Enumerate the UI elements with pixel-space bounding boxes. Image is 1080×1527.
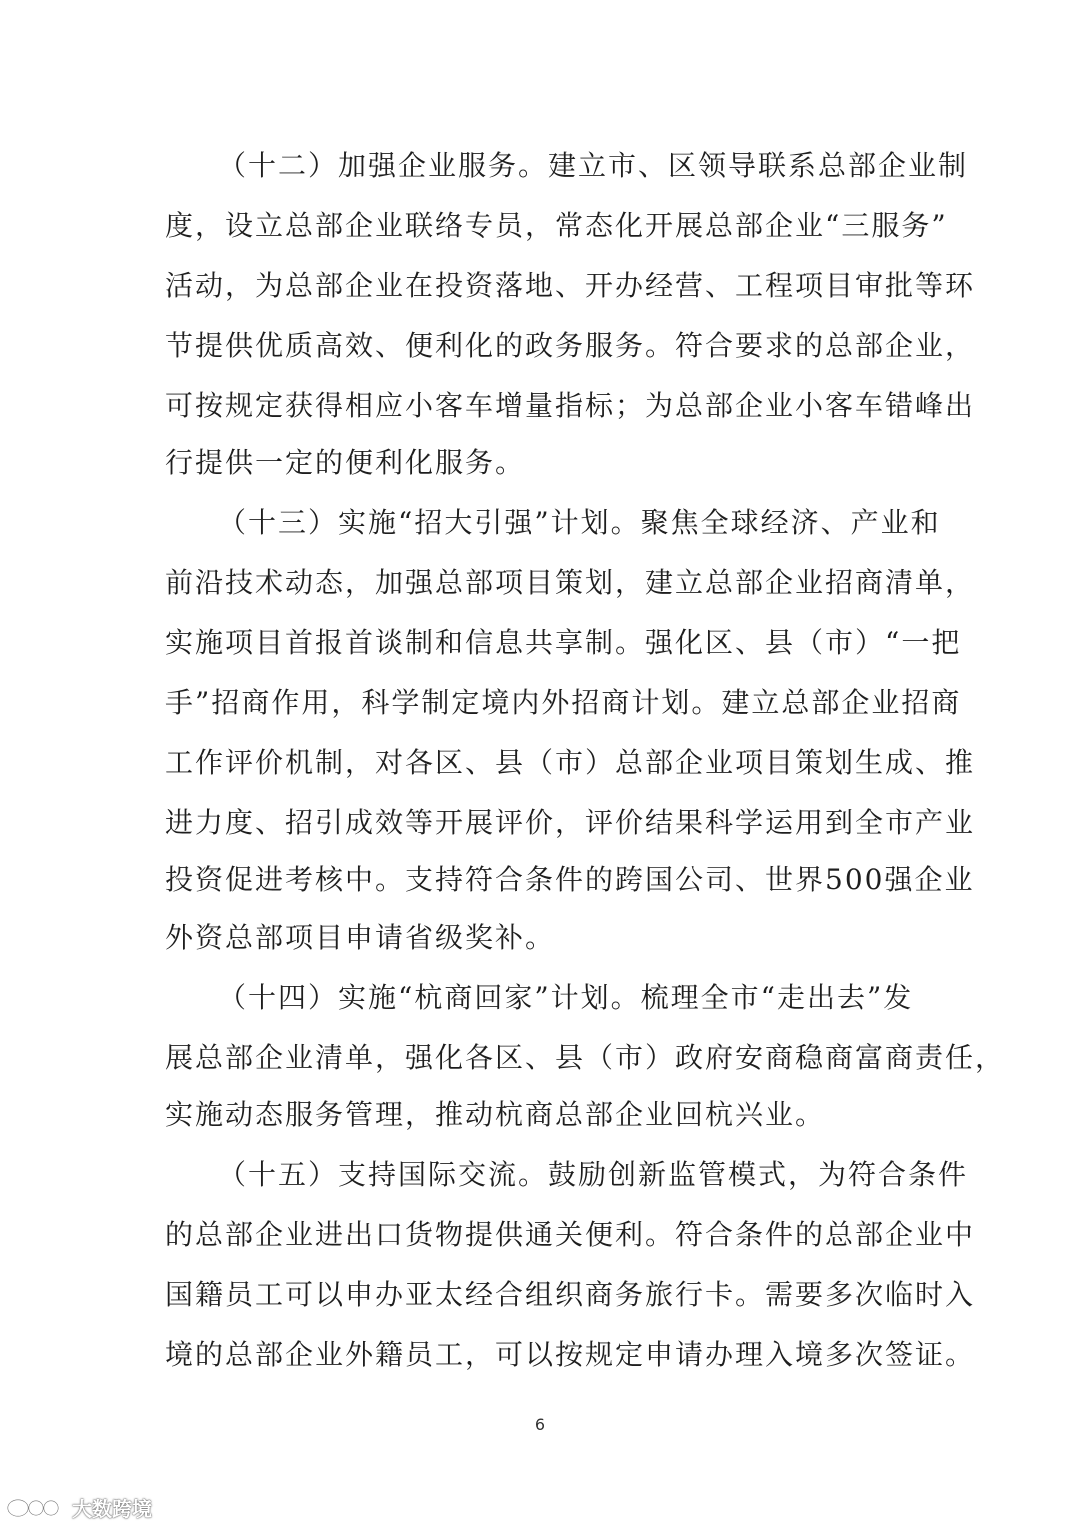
paragraph-12-line-1: （十二）加强企业服务。建立市、区领导联系总部企业制 [218,149,969,182]
paragraph-15-line-4: 境的总部企业外籍员工，可以按规定申请办理入境多次签证。 [165,1338,976,1371]
paragraph-12-line-3: 活动，为总部企业在投资落地、开办经营、工程项目审批等环 [165,269,976,302]
paragraph-15-line-3: 国籍员工可以申办亚太经合组织商务旅行卡。需要多次临时入 [165,1278,976,1311]
watermark [6,1492,152,1522]
paragraph-13-line-1: （十三）实施“招大引强”计划。聚焦全球经济、产业和 [218,506,941,539]
paragraph-14-line-2: 展总部企业清单，强化各区、县（市）政府安商稳商富商责任， [165,1041,1006,1074]
paragraph-13-line-5: 工作评价机制，对各区、县（市）总部企业项目策划生成、推 [165,746,976,779]
page-number: 6 [534,1415,546,1434]
paragraph-15-line-1: （十五）支持国际交流。鼓励创新监管模式，为符合条件 [218,1158,969,1191]
paragraph-13-line-7: 投资促进考核中。支持符合条件的跨国公司、世界500强企业 [165,863,975,896]
paragraph-12-line-2: 度，设立总部企业联络专员，常态化开展总部企业“三服务” [165,209,948,242]
watermark-text: 大数跨境 [72,1496,152,1521]
paragraph-13-line-8: 外资总部项目申请省级奖补。 [165,921,556,954]
paragraph-13-line-2: 前沿技术动态，加强总部项目策划，建立总部企业招商清单， [165,566,976,599]
paragraph-13-line-4: 手”招商作用，科学制定境内外招商计划。建立总部企业招商 [165,686,962,719]
paragraph-14-line-3: 实施动态服务管理，推动杭商总部企业回杭兴业。 [165,1098,826,1131]
paragraph-15-line-2: 的总部企业进出口货物提供通关便利。符合条件的总部企业中 [165,1218,976,1251]
paragraph-12-line-4: 节提供优质高效、便利化的政务服务。符合要求的总部企业， [165,329,976,362]
paragraph-13-line-3: 实施项目首报首谈制和信息共享制。强化区、县（市）“一把 [165,626,962,659]
paragraph-14-line-1: （十四）实施“杭商回家”计划。梳理全市“走出去”发 [218,981,914,1014]
paragraph-12-line-5: 可按规定获得相应小客车增量指标；为总部企业小客车错峰出 [165,389,976,422]
paragraph-12-line-6: 行提供一定的便利化服务。 [165,446,526,479]
paragraph-13-line-6: 进力度、招引成效等开展评价，评价结果科学运用到全市产业 [165,806,976,839]
weibo-style-logo-icon [6,1495,66,1519]
